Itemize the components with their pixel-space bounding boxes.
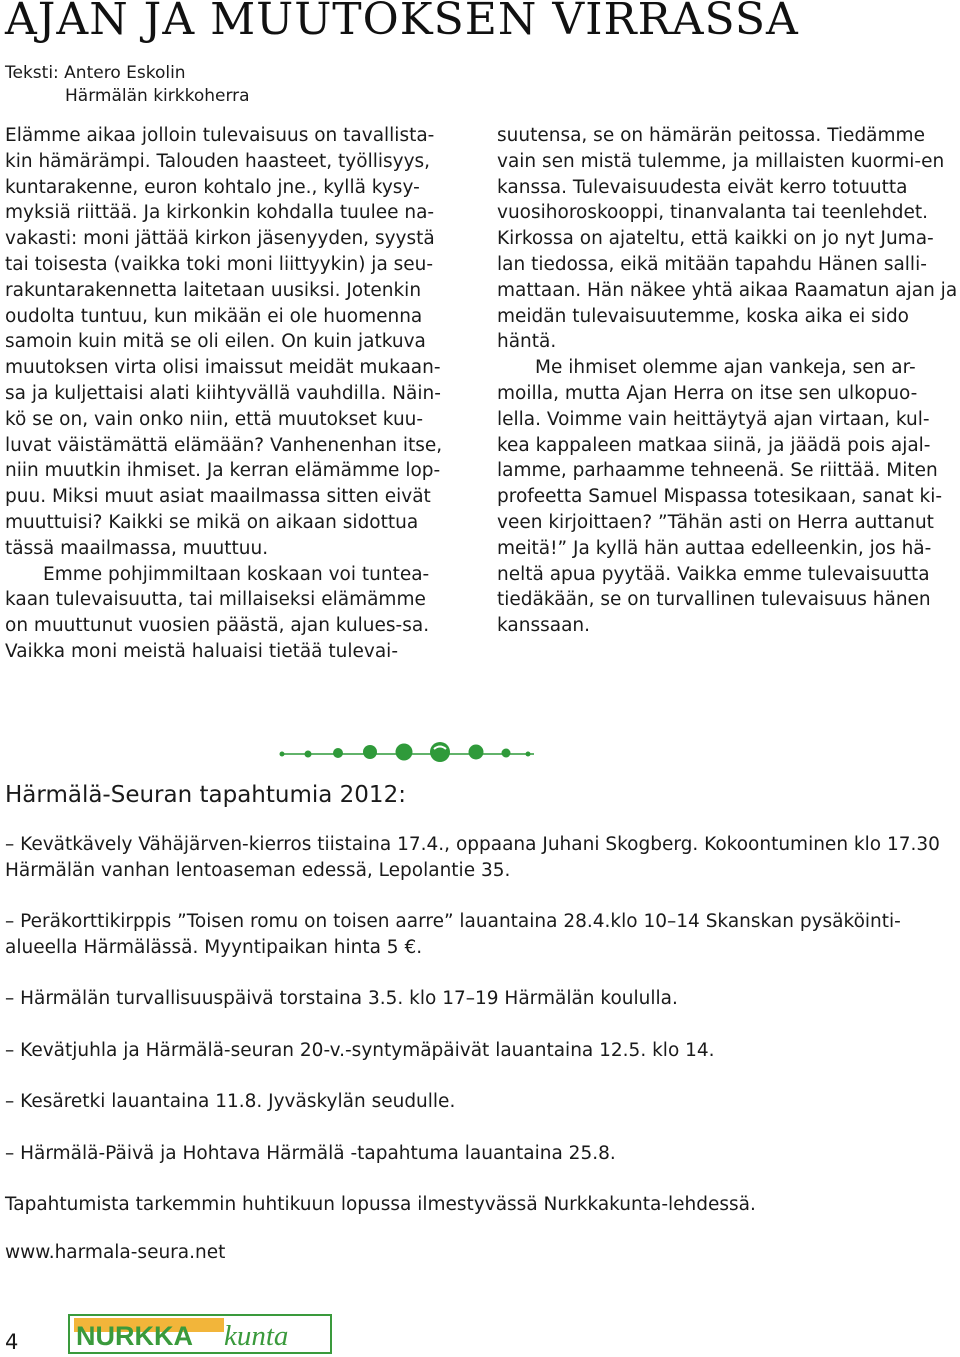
event-item: – Peräkorttikirppis ”Toisen romu on toisen aarre” lauantaina 28.4.klo 10–14 Skanskan pysäköinti-alueella Härmälässä. Myyntipaikan hinta 5 €. bbox=[5, 911, 901, 958]
event-item: – Härmälä-Päivä ja Hohtava Härmälä -tapahtuma lauantaina 25.8. bbox=[5, 1142, 616, 1164]
article-title: AJAN JA MUUTOKSEN VIRRASSA bbox=[5, 0, 799, 45]
author-line: Teksti: Antero Eskolin bbox=[5, 63, 186, 83]
article-column-right bbox=[497, 123, 959, 639]
event-item: – Härmälän turvallisuuspäivä torstaina 3.5. klo 17–19 Härmälän koululla. bbox=[5, 988, 678, 1009]
paragraph: Emme pohjimmiltaan koskaan voi tuntea-kaan tulevaisuutta, tai millaiseksi elämämme on muuttunut vuosien päästä, ajan kulues-sa. Vaikka moni meistä haluaisi tietää tulevai- bbox=[5, 563, 430, 662]
logo-text-main: NURKKA bbox=[76, 1321, 193, 1351]
website-url: www.harmala-seura.net bbox=[5, 1241, 226, 1263]
nurkkakunta-logo bbox=[68, 1312, 333, 1356]
event-item: – Kesäretki lauantaina 11.8. Jyväskylän seudulle. bbox=[5, 1091, 456, 1112]
article-column-left bbox=[5, 123, 450, 665]
event-item: – Kevätjuhla ja Härmälä-seuran 20-v.-syntymäpäivät lauantaina 12.5. klo 14. bbox=[5, 1039, 715, 1061]
byline bbox=[5, 62, 250, 108]
events-list bbox=[5, 832, 955, 1291]
author-role: Härmälän kirkkoherra bbox=[65, 86, 250, 106]
event-item: – Kevätkävely Vähäjärven-kierros tiistaina 17.4., oppaana Juhani Skogberg. Kokoontuminen klo 17.30 Härmälän vanhan lentoaseman edessä, Lepolantie 35. bbox=[5, 834, 940, 881]
events-heading: Härmälä-Seuran tapahtumia 2012: bbox=[5, 782, 406, 808]
paragraph: Me ihmiset olemme ajan vankeja, sen ar-moilla, mutta Ajan Herra on itse sen ulkopuo-lella. Voimme vain heittäytyä ajan virtaan, kul-kea kappaleen matkaa siinä, ja jäädä pois ajal-lamme, parhaamme tehneenä. Se riittää. Miten profeetta Samuel Mispassa totesikaan, sanat ki-veen kirjoittaen? ”Tähän asti on Herra auttanut meitä!” Ja kyllä hän auttaa edelleenkin, jos hä-neltä apua pyytää. Vaikka emme tulevaisuutta tiedäkään, se on turvallinen tulevaisuus hänen kanssaan. bbox=[497, 357, 943, 637]
paragraph: suutensa, se on hämärän peitossa. Tiedämme vain sen mistä tulemme, ja millaisten kuormi-en kanssa. Tulevaisuudesta eivät kerro totuutta vuosihoroskooppi, tinanvalanta tai teenlehdet. Kirkossa on ajateltu, että kaikki on jo nyt Juma-lan tiedossa, eikä mitään tapahdu Hänen salli-mattaan. Hän näkee yhtä aikaa Raamatun ajan ja meidän tulevaisuutemme, koska aika ei sido häntä. bbox=[497, 125, 958, 353]
paragraph: Elämme aikaa jolloin tulevaisuus on tavallista-kin hämärämpi. Talouden haasteet, työllisyys, kuntarakenne, euron kohtalo jne., kyllä kysy-myksiä riittää. Ja kirkonkin kohdalla tuulee na-vakasti: moni jättää kirkon jäsenyyden, syystä tai toisesta (vaikka toki moni liittyykin) ja seu-rakuntarakennetta laitetaan uusiksi. Jotenkin oudolta tuntuu, kun mikään ei ole huomenna samoin kuin mitä se oli eilen. On kuin jatkuva muutoksen virta olisi imaissut meidät mukaan-sa ja kuljettaisi alati kiihtyvällä vauhdilla. Näin-kö se on, vain onko niin, että muutokset kuu-luvat väistämättä elämään? Vanhenenhan itse, niin muutkin ihmiset. Ja kerran elämämme lop-puu. Miksi muut asiat maailmassa sitten eivät muuttuisi? Kaikki se mikä on aikaan sidottua tässä maailmassa, muuttuu. bbox=[5, 125, 443, 559]
logo-text-italic: kunta bbox=[224, 1320, 289, 1352]
decorative-dots-divider bbox=[278, 740, 538, 770]
page-number: 4 bbox=[5, 1330, 19, 1354]
events-note: Tapahtumista tarkemmin huhtikuun lopussa ilmestyvässä Nurkkakunta-lehdessä. bbox=[5, 1194, 756, 1215]
